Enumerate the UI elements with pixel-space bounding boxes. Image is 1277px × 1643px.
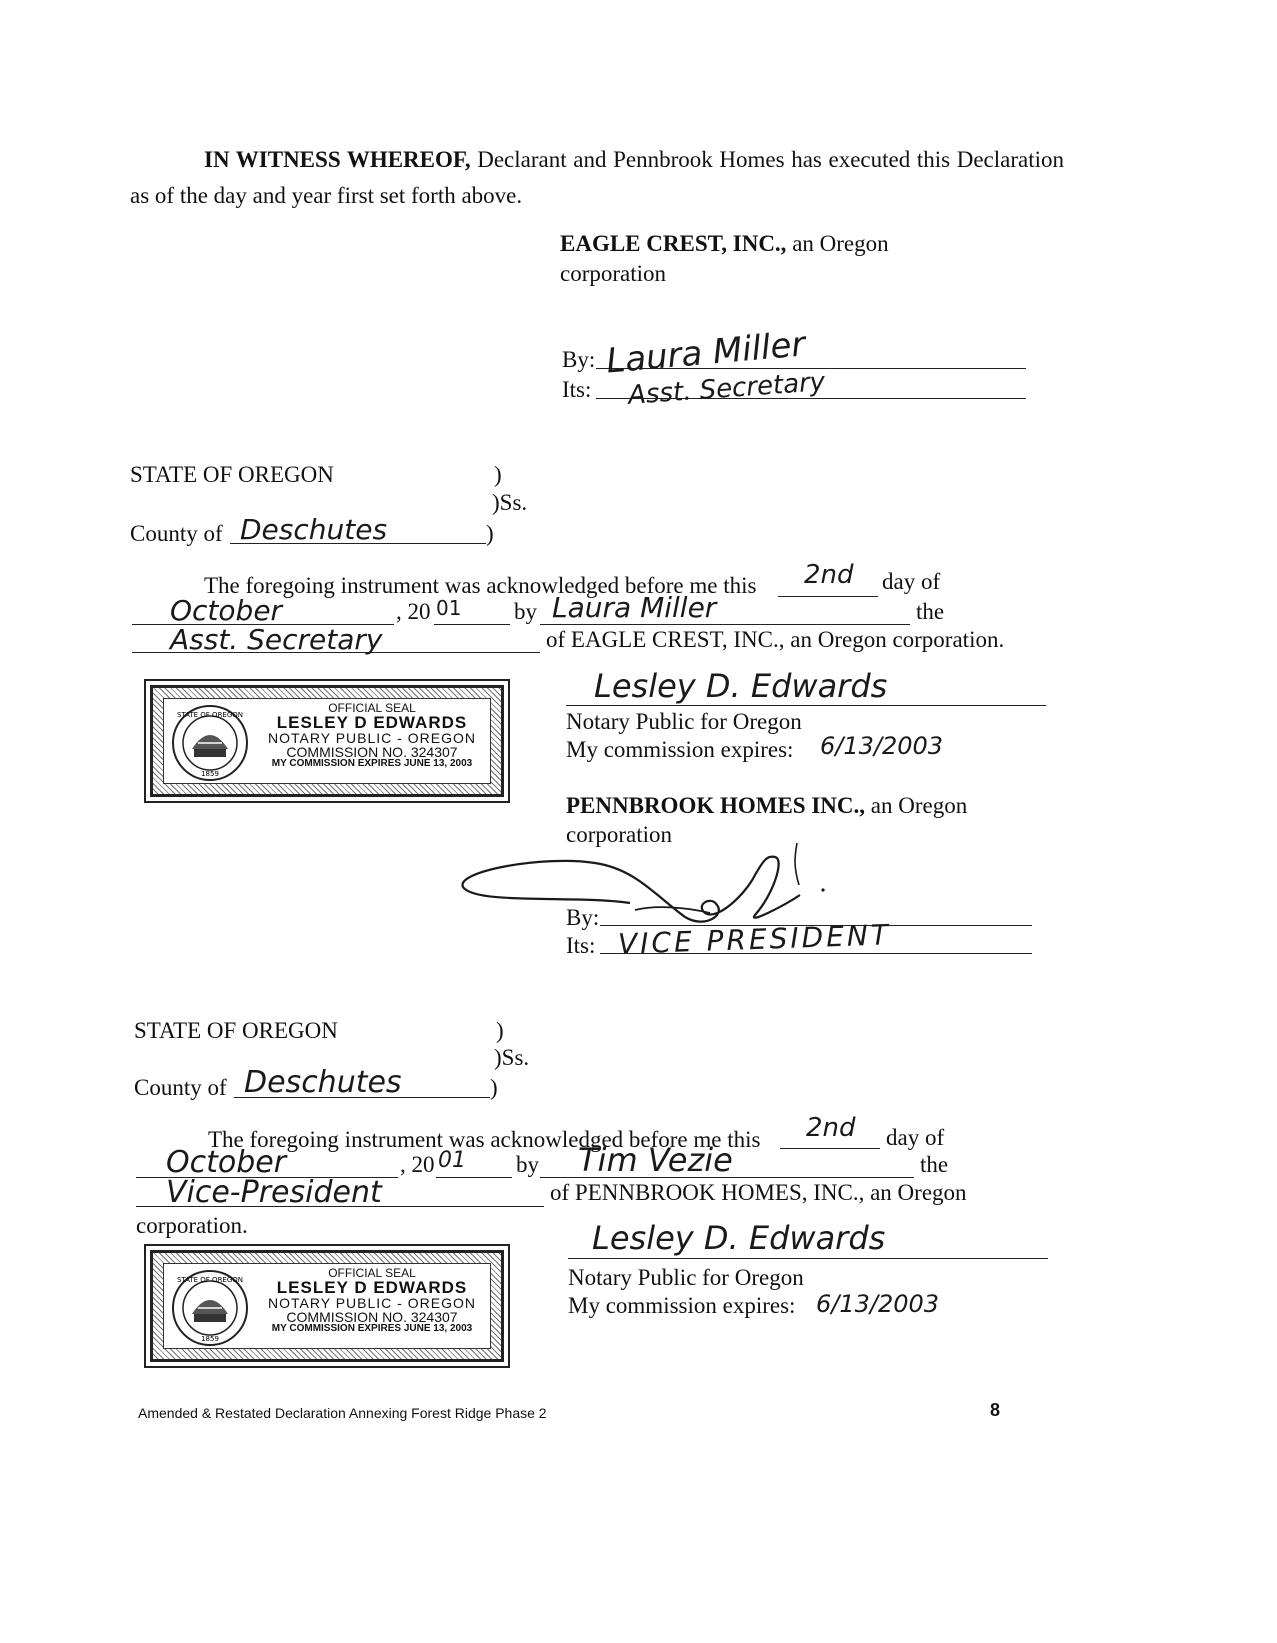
county-label-1: County of bbox=[130, 521, 223, 546]
venue-paren-1: ) bbox=[494, 462, 502, 487]
stamp-panel-2 bbox=[163, 1263, 491, 1349]
stamp-line-notary: NOTARY PUBLIC - OREGON bbox=[268, 1295, 476, 1311]
witness-text: Declarant and Pennbrook Homes has executed this Declaration as of the day and year first set forth above. bbox=[130, 147, 1064, 208]
pennbrook-its-label: Its: bbox=[566, 933, 596, 958]
state-label-2: STATE OF OREGON bbox=[134, 1018, 338, 1043]
stamp-line-notary: NOTARY PUBLIC - OREGON bbox=[268, 730, 476, 746]
year-line-1 bbox=[434, 624, 510, 625]
state-seal-icon bbox=[170, 1268, 250, 1348]
state-seal-icon bbox=[170, 703, 250, 783]
of-company-2: of PENNBROOK HOMES, INC., an Oregon bbox=[550, 1180, 967, 1205]
notary-signature-2: Lesley D. Edwards bbox=[592, 1219, 886, 1257]
pennbrook-company-line2: corporation bbox=[566, 822, 673, 847]
eagle-company-line bbox=[560, 232, 889, 255]
seal-top-text: STATE OF OREGON bbox=[176, 1276, 244, 1284]
seal-bottom-text: 1859 bbox=[201, 1335, 219, 1343]
of-company-1: of EAGLE CREST, INC., an Oregon corporation. bbox=[546, 627, 1005, 652]
notary-stamp-2 bbox=[150, 1250, 504, 1362]
pennbrook-by-label: By: bbox=[566, 905, 600, 930]
notary-signature-1: Lesley D. Edwards bbox=[594, 667, 888, 705]
stamp-line-expires: MY COMMISSION EXPIRES JUNE 13, 2003 bbox=[271, 758, 473, 769]
stamp-line-official: OFFICIAL SEAL bbox=[328, 701, 416, 715]
county-paren-2: ) bbox=[490, 1075, 498, 1100]
notary-stamp-1 bbox=[150, 685, 504, 797]
stamp-panel-1 bbox=[163, 698, 491, 784]
stamp-text-1 bbox=[256, 702, 488, 769]
person-line-1 bbox=[540, 624, 910, 625]
by-label-1: by bbox=[514, 599, 537, 624]
year-line-2 bbox=[436, 1177, 512, 1178]
eagle-by-label: By: bbox=[562, 347, 596, 372]
year-prefix-2: , 20 bbox=[400, 1152, 435, 1177]
eagle-by-signature: Laura Miller bbox=[604, 324, 807, 382]
page-number: 8 bbox=[990, 1400, 1001, 1420]
expires-value-2: 6/13/2003 bbox=[816, 1290, 940, 1318]
witness-lead: IN WITNESS WHEREOF, bbox=[204, 147, 471, 172]
pennbrook-company-name: PENNBROOK HOMES INC., bbox=[566, 793, 866, 818]
eagle-company-suffix: an Oregon bbox=[792, 231, 889, 256]
stamp-line-commission: COMMISSION NO. 324307 bbox=[286, 744, 458, 760]
stamp-line-expires: MY COMMISSION EXPIRES JUNE 13, 2003 bbox=[271, 1323, 473, 1334]
witness-paragraph bbox=[130, 142, 1064, 214]
notary-sig-line-1 bbox=[566, 705, 1046, 706]
stamp-line-name: LESLEY D EDWARDS bbox=[276, 1278, 468, 1297]
seal-bottom-text: 1859 bbox=[201, 770, 219, 778]
day-of-label-1: day of bbox=[882, 569, 941, 594]
expires-value-1: 6/13/2003 bbox=[820, 732, 944, 760]
stamp-text-2 bbox=[256, 1267, 488, 1334]
the-label-2: the bbox=[920, 1152, 949, 1177]
year-prefix-1: , 20 bbox=[396, 599, 431, 624]
month-value-2: October bbox=[166, 1145, 287, 1180]
day-line-1 bbox=[778, 596, 878, 597]
by-label-2: by bbox=[516, 1152, 539, 1177]
venue-paren-2: ) bbox=[496, 1018, 504, 1043]
notary-label-1: Notary Public for Oregon bbox=[566, 709, 802, 734]
person-value-1: Laura Miller bbox=[552, 591, 717, 624]
eagle-company-name: EAGLE CREST, INC., bbox=[560, 231, 787, 256]
state-label-1: STATE OF OREGON bbox=[130, 462, 334, 487]
pennbrook-company-line bbox=[566, 794, 967, 817]
year-value-1: 01 bbox=[436, 596, 462, 620]
footer-doc-title: Amended & Restated Declaration Annexing Forest Ridge Phase 2 bbox=[138, 1405, 547, 1421]
title-value-2: Vice-President bbox=[166, 1175, 382, 1210]
day-of-label-2: day of bbox=[886, 1125, 945, 1150]
county-value-1: Deschutes bbox=[240, 513, 388, 546]
day-line-2 bbox=[780, 1148, 880, 1149]
stamp-line-commission: COMMISSION NO. 324307 bbox=[286, 1309, 458, 1325]
stamp-line-name: LESLEY D EDWARDS bbox=[276, 713, 468, 732]
year-value-2: 01 bbox=[438, 1148, 466, 1173]
month-value-1: October bbox=[170, 594, 283, 627]
seal-top-text: STATE OF OREGON bbox=[176, 711, 244, 719]
eagle-company-line2: corporation bbox=[560, 261, 667, 286]
notary-sig-line-2 bbox=[568, 1258, 1048, 1259]
venue-ss-2: )Ss. bbox=[494, 1045, 530, 1070]
ack-intro-2: The foregoing instrument was acknowledged before me this bbox=[208, 1127, 761, 1152]
venue-ss-1: )Ss. bbox=[492, 490, 528, 515]
county-paren-1: ) bbox=[486, 521, 494, 546]
county-label-2: County of bbox=[134, 1075, 227, 1100]
day-value-1: 2nd bbox=[804, 560, 854, 590]
corporation-line-2: corporation. bbox=[136, 1213, 248, 1238]
eagle-its-label: Its: bbox=[562, 377, 592, 402]
stamp-line-official: OFFICIAL SEAL bbox=[328, 1266, 416, 1280]
day-value-2: 2nd bbox=[806, 1113, 856, 1143]
expires-label-2: My commission expires: bbox=[568, 1293, 796, 1318]
ack-intro-1: The foregoing instrument was acknowledged before me this bbox=[204, 573, 757, 598]
pennbrook-its-handwritten: VICE PRESIDENT bbox=[617, 918, 892, 961]
the-label-1: the bbox=[916, 599, 945, 624]
county-value-2: Deschutes bbox=[244, 1065, 402, 1100]
person-value-2: Tim Vezie bbox=[578, 1141, 733, 1179]
pennbrook-company-suffix: an Oregon bbox=[870, 793, 968, 818]
eagle-its-handwritten: Asst. Secretary bbox=[627, 367, 827, 411]
title-value-1: Asst. Secretary bbox=[170, 623, 383, 656]
expires-label-1: My commission expires: bbox=[566, 737, 794, 762]
notary-label-2: Notary Public for Oregon bbox=[568, 1265, 804, 1290]
